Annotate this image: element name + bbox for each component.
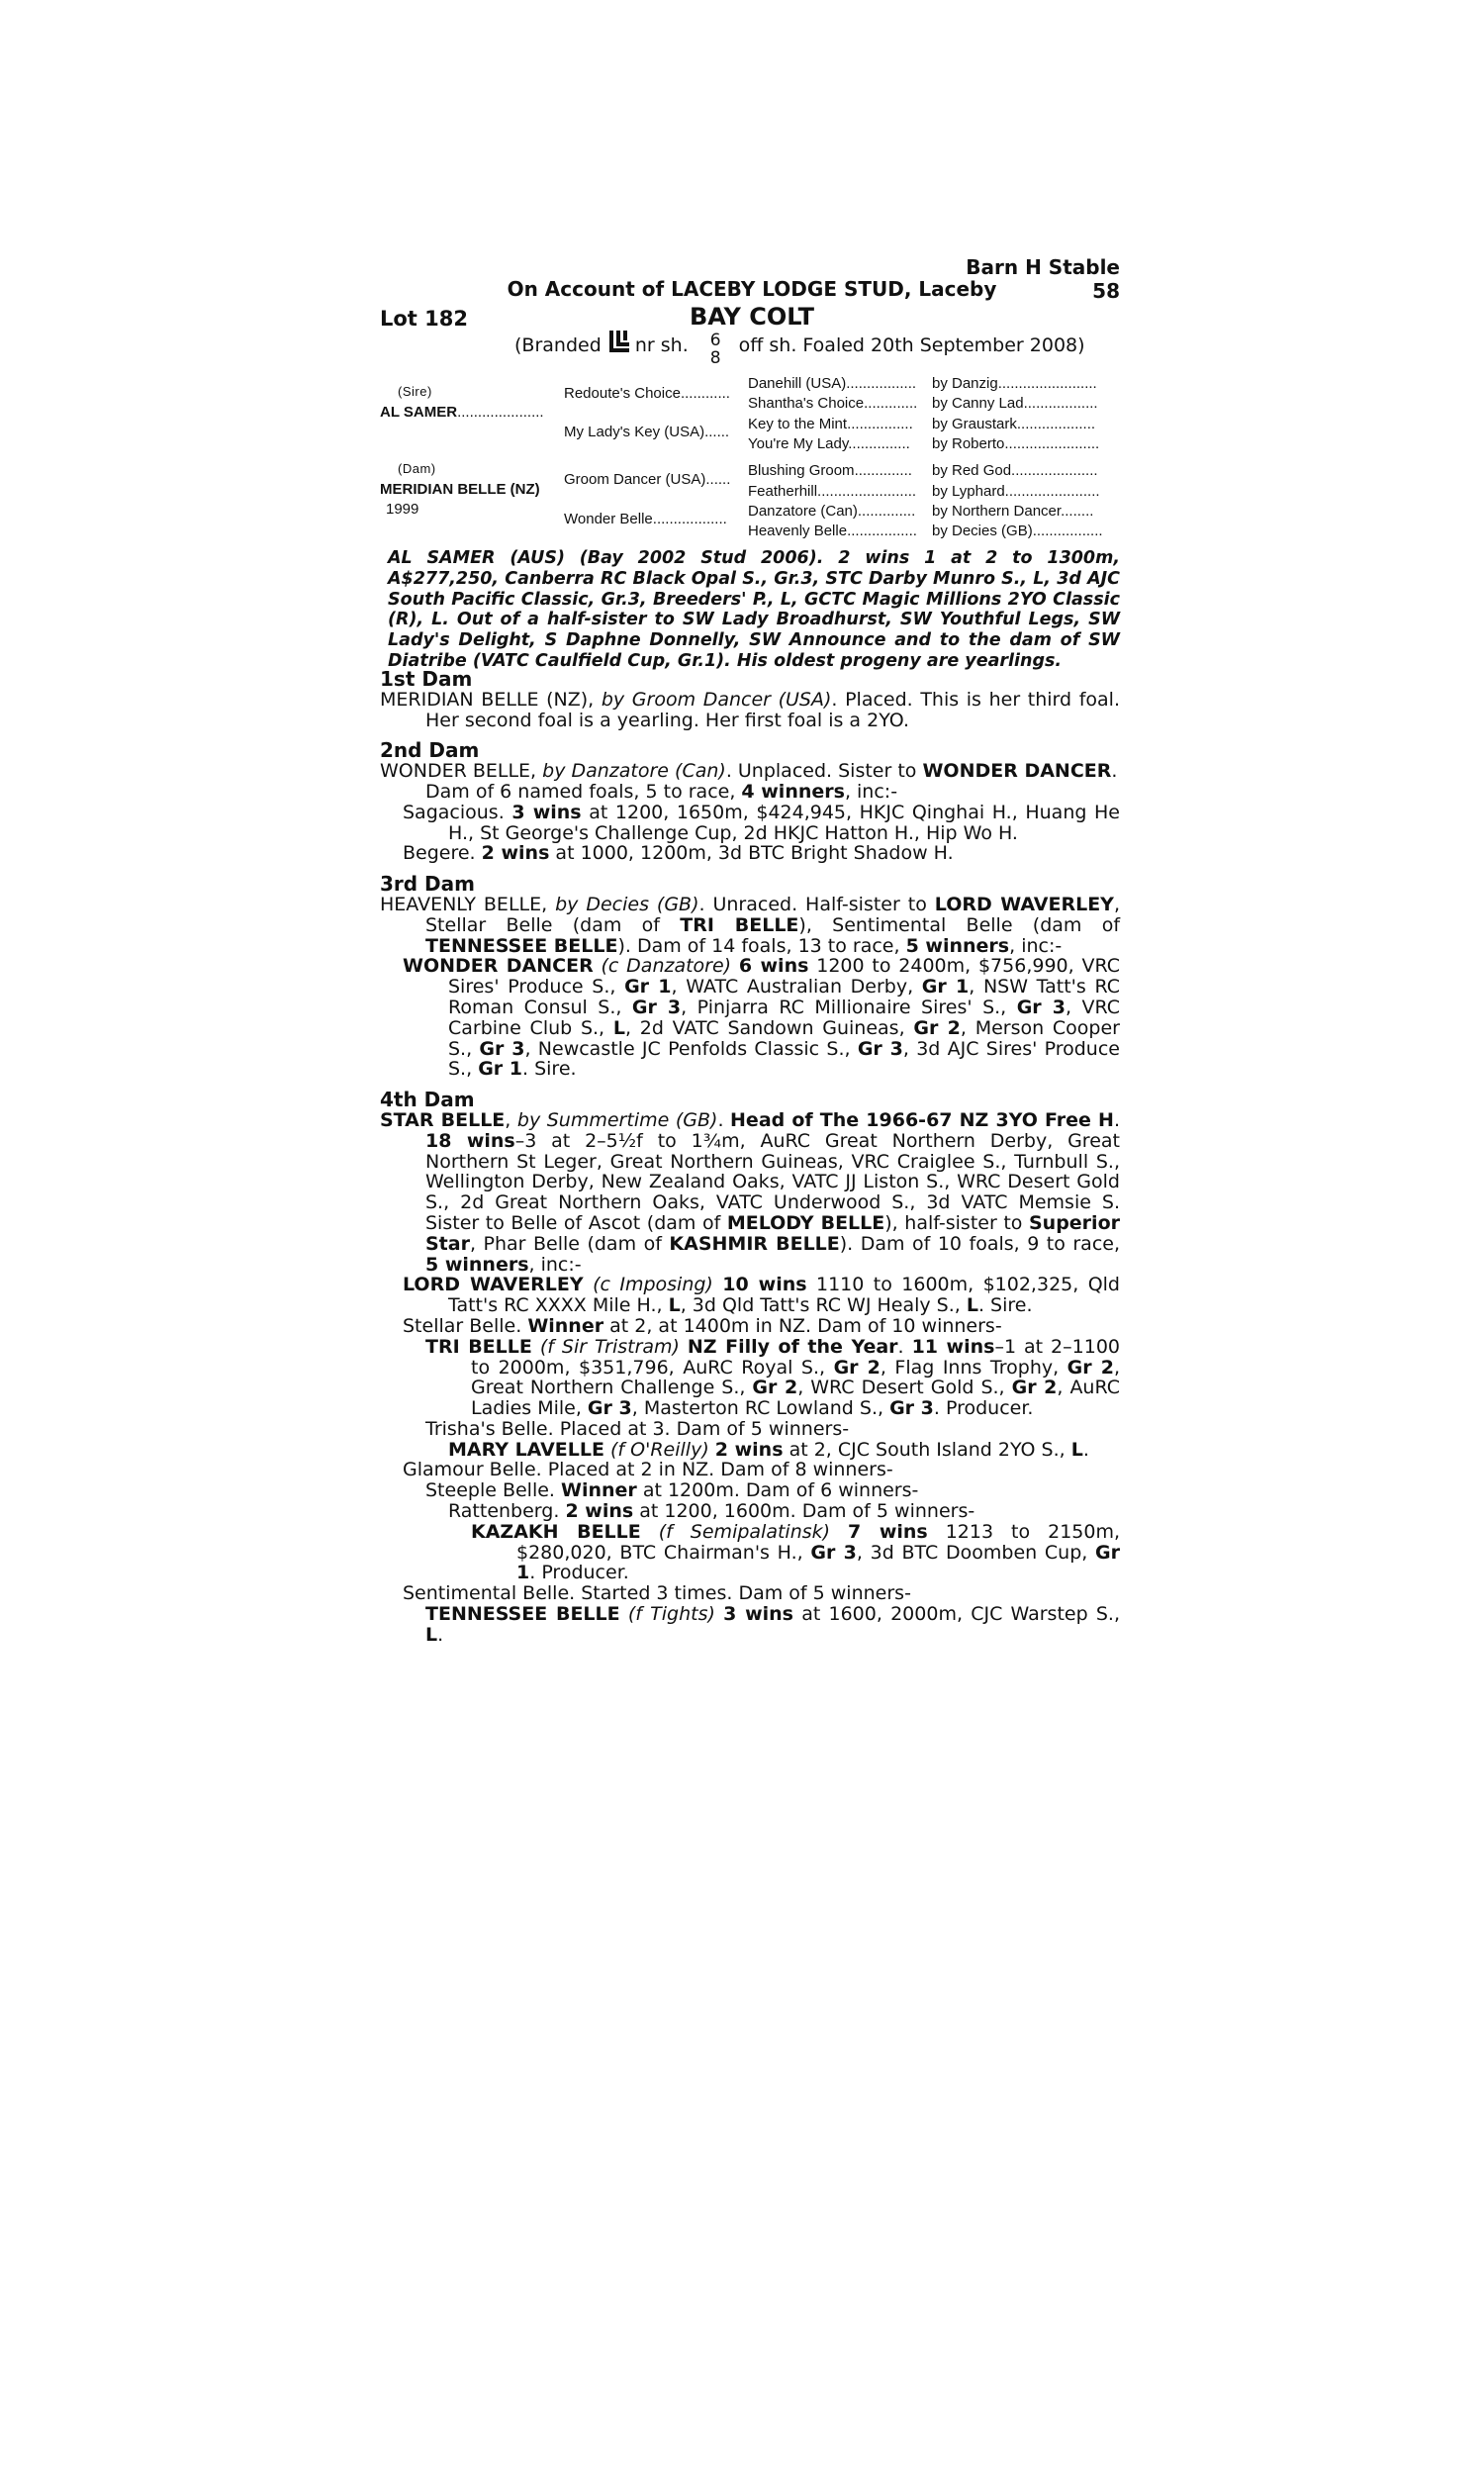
lot-title: BAY COLT	[689, 303, 814, 331]
brand-line	[514, 331, 1085, 367]
frac-top: 6	[709, 331, 721, 350]
by-2: by Graustark...................	[932, 416, 1096, 432]
sire-dam: My Lady's Key (USA)......	[564, 424, 730, 440]
lot-number: Lot 182	[380, 307, 468, 331]
gg-1: Shantha's Choice.............	[748, 395, 918, 412]
fourth-dam-entry: STAR BELLE, by Summertime (GB). Head of The 1966-67 NZ 3YO Free H. 18 wins–3 at 2–5½f to 1¾m, AuRC Great Northern Derby, Great Northern St Leger, Great Northern Guineas, VRC Craiglee S., Turnbull S., Wellington Derby, New Zealand Oaks, VATC JJ Liston S., WRC Desert Gold S., 2d Great Northern Oaks, VATC Underwood S., 3d VATC Memsie S. Sister to Belle of Ascot (dam of MELODY BELLE), half-sister to Superior Star, Phar Belle (dam of KASHMIR BELLE). Dam of 10 foals, 9 to race, 5 winners, inc:-	[380, 1108, 1120, 1276]
progeny-tri-belle: TRI BELLE (f Sir Tristram) NZ Filly of the Year. 11 wins–1 at 2–1100 to 2000m, $351,796, AuRC Royal S., Gr 2, Flag Inns Trophy, Gr 2, Great Northern Challenge S., Gr 2, WRC Desert Gold S., Gr 2, AuRC Ladies Mile, Gr 3, Masterton RC Lowland S., Gr 3. Producer.	[425, 1335, 1121, 1420]
third-dam-heading: 3rd Dam	[380, 872, 475, 897]
gg-6: Danzatore (Can)..............	[748, 503, 916, 520]
brand-suffix: off sh. Foaled 20th September 2008)	[738, 334, 1085, 356]
progeny-stellar-belle: Stellar Belle. Winner at 2, at 1400m in NZ. Dam of 10 winners-	[403, 1314, 1002, 1337]
progeny-wonder-dancer: WONDER DANCER (c Danzatore) 6 wins 1200 to 2400m, $756,990, VRC Sires' Produce S., Gr 1, WATC Australian Derby, Gr 1, NSW Tatt's RC Roman Consul S., Gr 3, Pinjarra RC Millionaire Sires' S., Gr 3, VRC Carbine Club S., L, 2d VATC Sandown Guineas, Gr 2, Merson Cooper S., Gr 3, Newcastle JC Penfolds Classic S., Gr 3, 3d AJC Sires' Produce S., Gr 1. Sire.	[403, 955, 1120, 1081]
progeny-begere: Begere. 2 wins at 1000, 1200m, 3d BTC Bright Shadow H.	[403, 842, 954, 865]
progeny-sagacious: Sagacious. 3 wins at 1200, 1650m, $424,945, HKJC Qinghai H., Huang He H., St George's Challenge Cup, 2d HKJC Hatton H., Hip Wo H.	[403, 801, 1120, 844]
gg-7: Heavenly Belle.................	[748, 523, 917, 539]
sire-note: AL SAMER (AUS) (Bay 2002 Stud 2006). 2 wins 1 at 2 to 1300m, A$277,250, Canberra RC Black Opal S., Gr.3, STC Darby Munro S., L, 3d AJC South Pacific Classic, Gr.3, Breeders' P., L, GCTC Magic Millions 2YO Classic (R), L. Out of a half-sister to SW Lady Broadhurst, SW Youthful Legs, SW Lady's Delight, S Daphne Donnelly, SW Announce and to the dam of SW Diatribe (VATC Caulfield Cup, Gr.1). His oldest progeny are yearlings.	[388, 548, 1120, 671]
by-4: by Red God.....................	[932, 462, 1098, 479]
by-7: by Decies (GB).................	[932, 523, 1103, 539]
first-dam-heading: 1st Dam	[380, 667, 473, 691]
frac-bottom: 8	[709, 348, 721, 368]
vendor-account: On Account of LACEBY LODGE STUD, Laceby	[507, 277, 997, 301]
progeny-trishas-belle: Trisha's Belle. Placed at 3. Dam of 5 winners-	[425, 1417, 850, 1440]
progeny-kazakh-belle: KAZAKH BELLE (f Semipalatinsk) 7 wins 1213 to 2150m, $280,020, BTC Chairman's H., Gr 3, 3d BTC Doomben Cup, Gr 1. Producer.	[471, 1520, 1121, 1584]
sire-label: (Sire)	[398, 384, 432, 399]
gg-5: Featherhill........................	[748, 483, 917, 500]
gg-0: Danehill (USA).................	[748, 375, 917, 392]
brand-mid: nr sh.	[634, 334, 689, 356]
second-dam-heading: 2nd Dam	[380, 738, 480, 763]
dam-year: 1999	[386, 501, 419, 518]
progeny-steeple-belle: Steeple Belle. Winner at 1200m. Dam of 6 winners-	[425, 1479, 919, 1502]
gg-3: You're My Lady...............	[748, 435, 910, 452]
fourth-dam-heading: 4th Dam	[380, 1088, 475, 1112]
progeny-sentimental-belle: Sentimental Belle. Started 3 times. Dam of 5 winners-	[403, 1582, 911, 1605]
by-6: by Northern Dancer........	[932, 503, 1094, 520]
by-0: by Danzig........................	[932, 375, 1097, 392]
brand-fraction	[710, 332, 721, 367]
dam-name: MERIDIAN BELLE (NZ)	[380, 481, 540, 498]
second-dam-entry: WONDER BELLE, by Danzatore (Can). Unplaced. Sister to WONDER DANCER. Dam of 6 named foals, 5 to race, 4 winners, inc:-	[380, 760, 1118, 803]
barn-stable: Barn H Stable 58	[966, 255, 1120, 303]
dam-dam: Wonder Belle..................	[564, 511, 727, 527]
brand-prefix: (Branded	[514, 334, 602, 356]
first-dam-entry: MERIDIAN BELLE (NZ), by Groom Dancer (USA). Placed. This is her third foal. Her second foal is a yearling. Her first foal is a 2YO.	[380, 688, 1120, 731]
progeny-rattenberg: Rattenberg. 2 wins at 1200, 1600m. Dam of 5 winners-	[448, 1500, 975, 1523]
sire-sire: Redoute's Choice............	[564, 385, 730, 402]
catalogue-body	[380, 669, 1120, 1646]
by-1: by Canny Lad..................	[932, 395, 1098, 412]
by-3: by Roberto.......................	[932, 435, 1100, 452]
brand-mark-icon	[607, 331, 629, 352]
progeny-tennessee-belle: TENNESSEE BELLE (f Tights) 3 wins at 1600, 2000m, CJC Warstep S., L.	[425, 1603, 1120, 1646]
progeny-glamour-belle: Glamour Belle. Placed at 2 in NZ. Dam of 8 winners-	[403, 1459, 893, 1481]
progeny-lord-waverley: LORD WAVERLEY (c Imposing) 10 wins 1110 to 1600m, $102,325, Qld Tatt's RC XXXX Mile H., L, 3d Qld Tatt's RC WJ Healy S., L. Sire.	[403, 1274, 1120, 1317]
by-5: by Lyphard.......................	[932, 483, 1100, 500]
dam-label: (Dam)	[398, 461, 436, 476]
third-dam-entry: HEAVENLY BELLE, by Decies (GB). Unraced. Half-sister to LORD WAVERLEY, Stellar Belle (dam of TRI BELLE), Sentimental Belle (dam of TENNESSEE BELLE). Dam of 14 foals, 13 to race, 5 winners, inc:-	[380, 893, 1121, 957]
progeny-mary-lavelle: MARY LAVELLE (f O'Reilly) 2 wins at 2, CJC South Island 2YO S., L.	[448, 1438, 1089, 1461]
sire-name: AL SAMER.....................	[380, 404, 544, 421]
dam-sire: Groom Dancer (USA)......	[564, 471, 731, 488]
gg-2: Key to the Mint................	[748, 416, 913, 432]
gg-4: Blushing Groom..............	[748, 462, 912, 479]
